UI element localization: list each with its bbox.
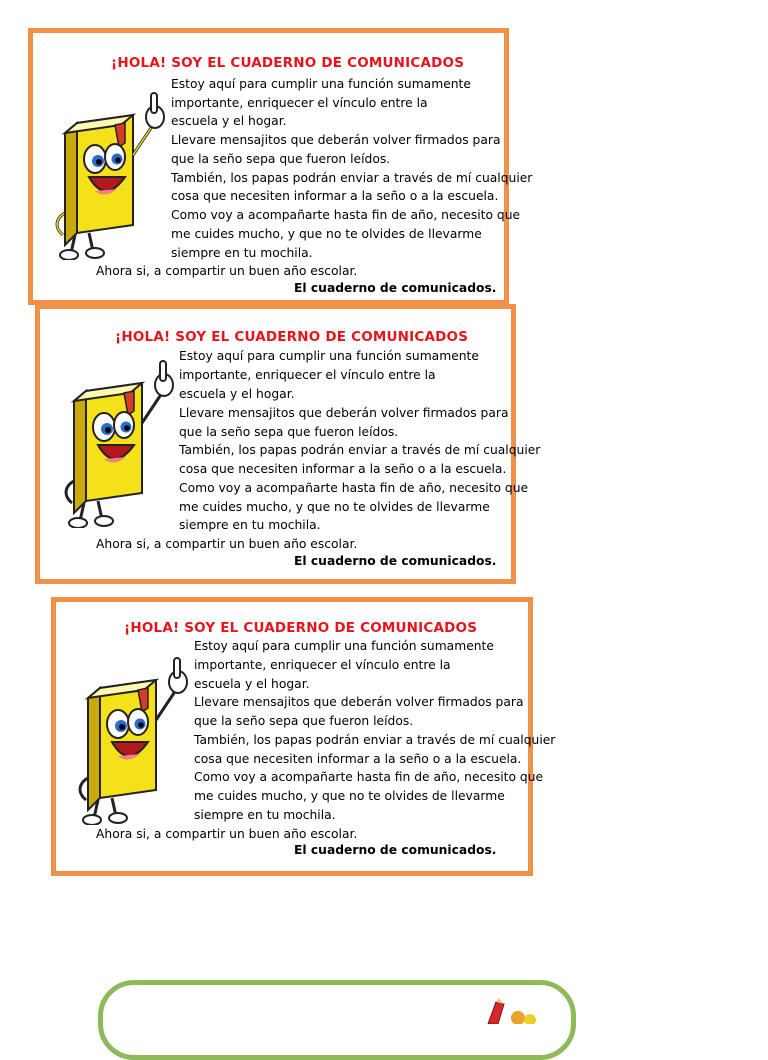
body-line: escuela y el hogar.	[194, 677, 310, 691]
body-line: importante, enriquecer el vínculo entre la	[171, 96, 428, 110]
closing-line: Ahora si, a compartir un buen año escolar.	[96, 537, 358, 551]
signature: El cuaderno de comunicados.	[294, 281, 497, 295]
body-line: escuela y el hogar.	[171, 114, 287, 128]
card-title: ¡HOLA! SOY EL CUADERNO DE COMUNICADOS	[115, 329, 469, 345]
card-title: ¡HOLA! SOY EL CUADERNO DE COMUNICADOS	[124, 620, 478, 636]
signature: El cuaderno de comunicados.	[294, 843, 497, 857]
body-line: siempre en tu mochila.	[194, 808, 336, 822]
body-line: me cuides mucho, y que no te olvides de llevarme	[194, 789, 505, 803]
body-line: cosa que necesiten informar a la seño o a la escuela.	[171, 189, 499, 203]
body-line: Estoy aquí para cumplir una función sumamente	[194, 639, 494, 653]
body-line: importante, enriquecer el vínculo entre la	[194, 658, 451, 672]
body-line: cosa que necesiten informar a la seño o a la escuela.	[179, 462, 507, 476]
body-line: Como voy a acompañarte hasta fin de año, necesito que	[171, 208, 521, 222]
body-line: me cuides mucho, y que no te olvides de llevarme	[171, 227, 482, 241]
body-line: me cuides mucho, y que no te olvides de llevarme	[179, 500, 490, 514]
body-line: También, los papas podrán enviar a través de mí cualquier	[179, 443, 541, 457]
body-line: Llevare mensajitos que deberán volver firmados para	[194, 695, 524, 709]
body-line: siempre en tu mochila.	[179, 518, 321, 532]
body-line: cosa que necesiten informar a la seño o a la escuela.	[194, 752, 522, 766]
notebook-card-1	[28, 28, 533, 305]
notebook-card-3	[51, 597, 556, 876]
signature: El cuaderno de comunicados.	[294, 554, 497, 568]
notebook-card-2	[35, 304, 541, 584]
body-line: que la seño sepa que fueron leídos.	[179, 425, 399, 439]
body-line: También, los papas podrán enviar a través de mí cualquier	[194, 733, 556, 747]
body-line: importante, enriquecer el vínculo entre la	[179, 368, 436, 382]
smiling-book-mascot-icon	[45, 85, 170, 260]
smiling-book-mascot-icon	[54, 353, 179, 528]
card-title: ¡HOLA! SOY EL CUADERNO DE COMUNICADOS	[111, 55, 465, 71]
closing-line: Ahora si, a compartir un buen año escolar.	[96, 827, 358, 841]
body-line: Estoy aquí para cumplir una función sumamente	[171, 77, 471, 91]
closing-line: Ahora si, a compartir un buen año escolar.	[96, 264, 358, 278]
body-line: Llevare mensajitos que deberán volver firmados para	[179, 406, 509, 420]
body-line: siempre en tu mochila.	[171, 246, 313, 260]
body-line: Como voy a acompañarte hasta fin de año, necesito que	[179, 481, 529, 495]
body-line: escuela y el hogar.	[179, 387, 295, 401]
body-line: Como voy a acompañarte hasta fin de año, necesito que	[194, 770, 544, 784]
body-line: que la seño sepa que fueron leídos.	[194, 714, 414, 728]
body-line: Estoy aquí para cumplir una función sumamente	[179, 349, 479, 363]
body-line: Llevare mensajitos que deberán volver firmados para	[171, 133, 501, 147]
smiling-book-mascot-icon	[68, 650, 193, 825]
body-line: que la seño sepa que fueron leídos.	[171, 152, 391, 166]
body-line: También, los papas podrán enviar a través de mí cualquier	[171, 171, 533, 185]
pencil-decoration-icon	[482, 998, 542, 1024]
